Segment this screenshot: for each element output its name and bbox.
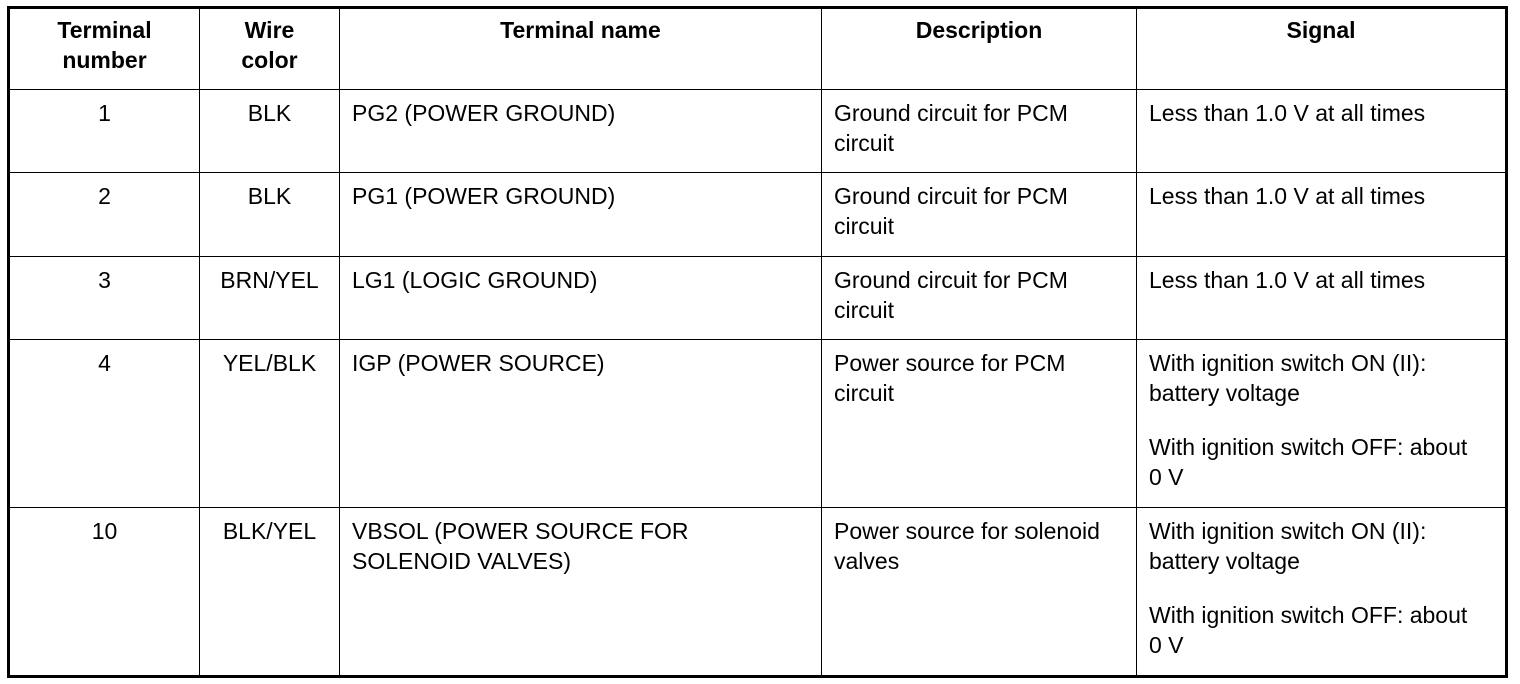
signal-line: With ignition switch OFF: about (1149, 602, 1468, 629)
cell-signal (1137, 339, 1507, 508)
cell-wire-color: BLK (200, 173, 340, 256)
signal-line: With ignition switch OFF: about (1149, 433, 1468, 460)
cell-terminal-name (340, 256, 822, 339)
description-line: Ground circuit for PCM (834, 266, 1068, 293)
header-terminal-number-line: Terminal (57, 17, 152, 43)
cell-wire-color: BLK/YEL (200, 508, 340, 677)
header-description: Description (822, 8, 1137, 90)
cell-terminal-number: 2 (9, 173, 200, 256)
signal-line: Less than 1.0 V at all times (1149, 100, 1426, 126)
cell-description (822, 508, 1137, 677)
header-wire-color (200, 8, 340, 90)
description-line: Ground circuit for PCM (834, 183, 1068, 210)
signal-line: battery voltage (1149, 548, 1300, 575)
terminal-table (7, 6, 1508, 678)
signal-line: With ignition switch ON (II): (1149, 349, 1427, 376)
terminal-name-line: LG1 (LOGIC GROUND) (352, 266, 598, 293)
description-line: circuit (834, 296, 895, 323)
table-row (9, 339, 1507, 508)
signal-line: Less than 1.0 V at all times (1149, 266, 1426, 293)
description-line: Power source for PCM (834, 349, 1066, 376)
cell-terminal-name (340, 339, 822, 508)
signal-line: 0 V (1149, 463, 1184, 490)
description-line: circuit (834, 130, 895, 156)
description-line: Ground circuit for PCM (834, 100, 1068, 126)
terminal-name-line: IGP (POWER SOURCE) (352, 349, 605, 376)
table-row (9, 173, 1507, 256)
header-wire-color-line: Wire (244, 17, 295, 43)
description-line: circuit (834, 213, 895, 240)
cell-terminal-number: 10 (9, 508, 200, 677)
table-row (9, 256, 1507, 339)
cell-description (822, 173, 1137, 256)
cell-description (822, 256, 1137, 339)
table-row (9, 508, 1507, 677)
cell-description (822, 339, 1137, 508)
cell-terminal-number: 3 (9, 256, 200, 339)
table-row (9, 90, 1507, 173)
description-line: circuit (834, 379, 895, 406)
cell-signal (1137, 90, 1507, 173)
terminal-name-line: VBSOL (POWER SOURCE FOR (352, 518, 689, 545)
cell-wire-color: YEL/BLK (200, 339, 340, 508)
signal-line: battery voltage (1149, 379, 1300, 406)
cell-description (822, 90, 1137, 173)
signal-line: 0 V (1149, 632, 1184, 659)
table-header-row (9, 8, 1507, 90)
description-line: Power source for solenoid (834, 518, 1100, 545)
terminal-name-line: PG2 (POWER GROUND) (352, 100, 616, 126)
header-signal: Signal (1137, 8, 1507, 90)
header-terminal-number (9, 8, 200, 90)
header-terminal-name: Terminal name (340, 8, 822, 90)
cell-signal (1137, 173, 1507, 256)
cell-terminal-number: 4 (9, 339, 200, 508)
cell-terminal-name (340, 173, 822, 256)
cell-wire-color: BLK (200, 90, 340, 173)
terminal-name-line: SOLENOID VALVES) (352, 548, 571, 575)
cell-signal (1137, 508, 1507, 677)
cell-wire-color: BRN/YEL (200, 256, 340, 339)
cell-terminal-number: 1 (9, 90, 200, 173)
signal-line: Less than 1.0 V at all times (1149, 183, 1426, 210)
header-wire-color-line: color (241, 47, 298, 73)
description-line: valves (834, 548, 900, 575)
cell-signal (1137, 256, 1507, 339)
header-terminal-number-line: number (62, 47, 147, 73)
signal-line: With ignition switch ON (II): (1149, 518, 1427, 545)
cell-terminal-name (340, 90, 822, 173)
terminal-name-line: PG1 (POWER GROUND) (352, 183, 616, 210)
cell-terminal-name (340, 508, 822, 677)
